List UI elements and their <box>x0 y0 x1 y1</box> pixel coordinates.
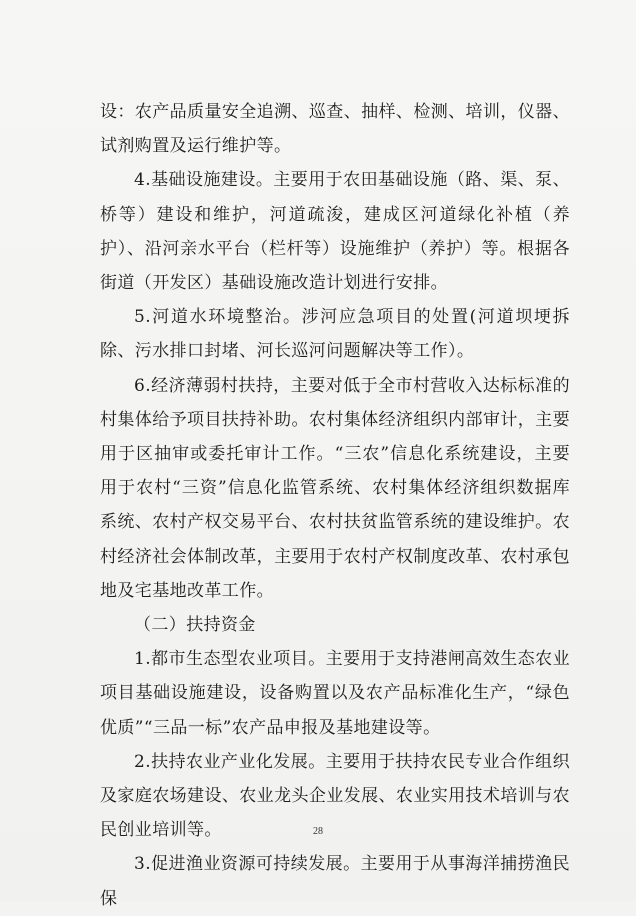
paragraph-weak-village-support: 6.经济薄弱村扶持，主要对低于全市村营收入达标标准的村集体给予项目扶持补助。农村集体经济组织内部审计，主要用于区抽审或委托审计工作。“三农”信息化系统建设，主要用于农村“三资”信息化监管系统、农村集体经济组织数据库系统、农村产权交易平台、农村扶贫监管系统的建设维护。农村经济社会体制改革，主要用于农村产权制度改革、农村承包地及宅基地改革工作。 <box>100 375 570 601</box>
document-body <box>100 95 570 916</box>
paragraph-infrastructure: 4.基础设施建设。主要用于农田基础设施（路、渠、泵、桥等）建设和维护，河道疏浚，建成区河道绿化补植（养护）、沿河亲水平台（栏杆等）设施维护（养护）等。根据各街道（开发区）基础设施改造计划进行安排。 <box>100 170 570 294</box>
paragraph-river-environment: 5.河道水环境整治。涉河应急项目的处置(河道坝埂拆除、污水排口封堵、河长巡河问题解决等工作）。 <box>100 307 570 362</box>
paragraph-continuation: 设：农产品质量安全追溯、巡查、抽样、检测、培训，仪器、试剂购置及运行维护等。 <box>100 102 570 157</box>
paragraph-urban-eco-agriculture: 1.都市生态型农业项目。主要用于支持港闸高效生态农业项目基础设施建设，设备购置以及农产品标准化生产，“绿色优质”“三品一标”农产品申报及基地建设等。 <box>100 649 570 738</box>
paragraph-fishery-resources: 3.促进渔业资源可持续发展。主要用于从事海洋捕捞渔民保 <box>100 854 570 909</box>
page-number: 28 <box>313 826 323 837</box>
section-heading-support-funds: （二）扶持资金 <box>134 615 256 636</box>
paragraph-agri-industrialization: 2.扶持农业产业化发展。主要用于扶持农民专业合作组织及家庭农场建设、农业龙头企业发展、农业实用技术培训与农民创业培训等。 <box>100 751 570 841</box>
